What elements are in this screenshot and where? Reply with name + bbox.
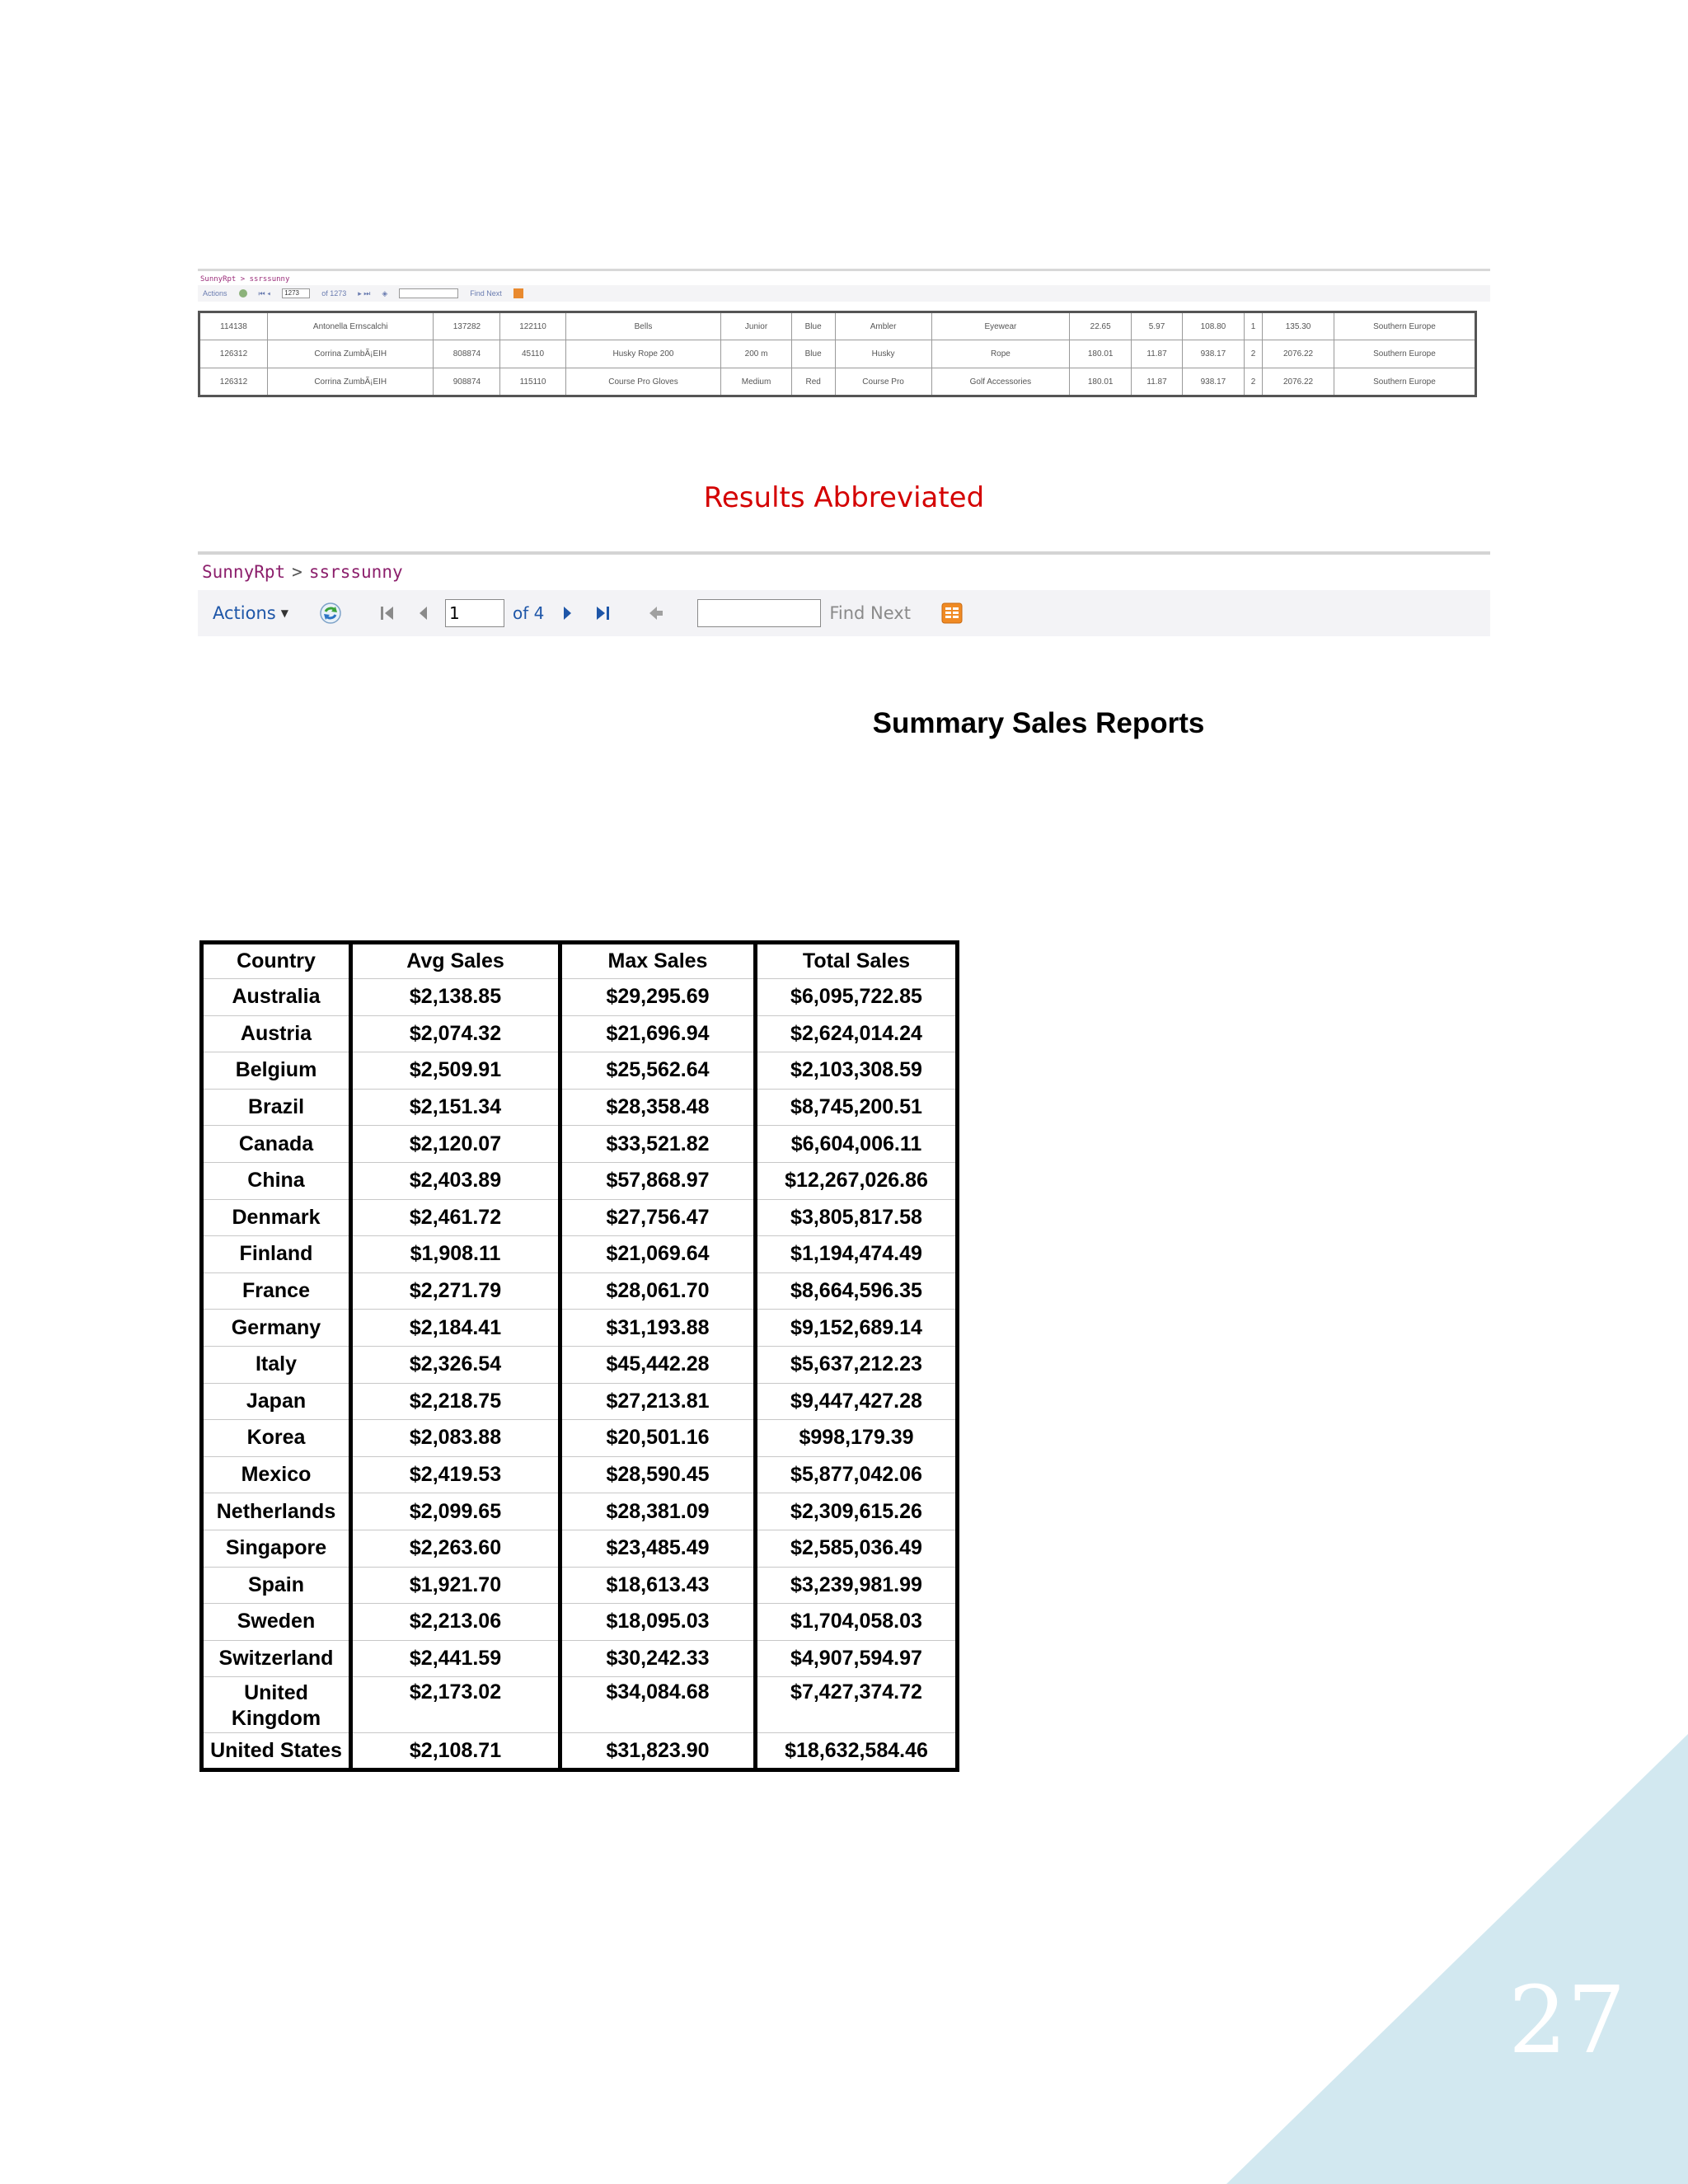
sales-summary-table [199, 940, 959, 1772]
mini-cell: Southern Europe [1334, 340, 1475, 368]
cell-total-sales: $9,447,427.28 [756, 1383, 958, 1420]
table-row [202, 1733, 958, 1770]
cell-avg-sales: $1,908.11 [351, 1236, 560, 1273]
previous-page-icon [415, 604, 432, 622]
mini-cell: Husky Rope 200 [565, 340, 721, 368]
mini-cell: 22.65 [1070, 312, 1132, 340]
cell-country: Germany [202, 1310, 351, 1347]
first-page-icon [378, 604, 396, 622]
cell-country: Switzerland [202, 1640, 351, 1677]
cell-country: Denmark [202, 1199, 351, 1236]
cell-country: Singapore [202, 1530, 351, 1567]
mini-cell: Southern Europe [1334, 312, 1475, 340]
cell-country: Canada [202, 1126, 351, 1163]
table-header-row [202, 943, 958, 979]
refresh-icon [319, 602, 342, 625]
cell-max-sales: $34,084.68 [560, 1677, 756, 1733]
cell-avg-sales: $2,403.89 [351, 1162, 560, 1199]
cell-country: Japan [202, 1383, 351, 1420]
cell-avg-sales: $2,184.41 [351, 1310, 560, 1347]
cell-avg-sales: $2,151.34 [351, 1089, 560, 1126]
mini-table-row [199, 312, 1476, 340]
cell-avg-sales: $2,213.06 [351, 1604, 560, 1641]
breadcrumb-separator: > [292, 562, 302, 582]
cell-total-sales: $1,194,474.49 [756, 1236, 958, 1273]
cell-avg-sales: $2,108.71 [351, 1733, 560, 1770]
mini-cell: 180.01 [1070, 368, 1132, 396]
mini-cell: Red [791, 368, 835, 396]
cell-total-sales: $12,267,026.86 [756, 1162, 958, 1199]
cell-total-sales: $8,745,200.51 [756, 1089, 958, 1126]
table-row [202, 1420, 958, 1457]
table-row [202, 1677, 958, 1733]
table-row [202, 1604, 958, 1641]
cell-max-sales: $25,562.64 [560, 1052, 756, 1090]
table-row [202, 1383, 958, 1420]
cell-total-sales: $2,309,615.26 [756, 1493, 958, 1530]
cell-avg-sales: $2,218.75 [351, 1383, 560, 1420]
cell-country: Italy [202, 1346, 351, 1383]
export-button[interactable] [940, 602, 964, 625]
table-row [202, 1236, 958, 1273]
last-page-icon [593, 604, 613, 622]
chevron-down-icon: ▼ [280, 607, 288, 619]
back-arrow-icon [647, 604, 665, 622]
divider [198, 269, 1490, 271]
mini-cell: 908874 [434, 368, 500, 396]
refresh-button[interactable] [318, 601, 343, 626]
actions-label: Actions [213, 603, 276, 623]
mini-cell: Antonella Ernscalchi [267, 312, 434, 340]
table-row [202, 1199, 958, 1236]
mini-refresh-icon [239, 289, 247, 298]
cell-avg-sales: $2,461.72 [351, 1199, 560, 1236]
mini-cell: Corrina ZumbÃ¡EIH [267, 340, 434, 368]
mini-cell: Course Pro Gloves [565, 368, 721, 396]
page-number-input[interactable] [445, 599, 504, 627]
cell-country: Korea [202, 1420, 351, 1457]
cell-max-sales: $28,590.45 [560, 1456, 756, 1493]
breadcrumb-root[interactable]: SunnyRpt [202, 562, 286, 582]
column-header-max-sales: Max Sales [560, 943, 756, 979]
mini-cell: Blue [791, 340, 835, 368]
cell-country: United Kingdom [202, 1677, 351, 1733]
cell-avg-sales: $2,099.65 [351, 1493, 560, 1530]
next-page-icon [559, 604, 575, 622]
mini-cell: 108.80 [1182, 312, 1244, 340]
mini-breadcrumb: SunnyRpt > ssrssunny [200, 275, 290, 284]
previous-page-button[interactable] [412, 601, 435, 626]
column-header-total-sales: Total Sales [756, 943, 958, 979]
table-row [202, 979, 958, 1016]
export-icon [940, 602, 964, 625]
table-row [202, 1089, 958, 1126]
mini-cell: Course Pro [835, 368, 931, 396]
mini-cell: 126312 [199, 368, 268, 396]
last-page-button[interactable] [592, 601, 615, 626]
mini-table-row [199, 368, 1476, 396]
mini-cell: 137282 [434, 312, 500, 340]
mini-cell: Southern Europe [1334, 368, 1475, 396]
mini-cell: 2 [1244, 368, 1262, 396]
page-count: of 4 [512, 603, 545, 623]
cell-country: Australia [202, 979, 351, 1016]
cell-total-sales: $2,103,308.59 [756, 1052, 958, 1090]
cell-max-sales: $31,823.90 [560, 1733, 756, 1770]
mini-cell: 938.17 [1182, 368, 1244, 396]
cell-avg-sales: $2,083.88 [351, 1420, 560, 1457]
results-abbreviated-note: Results Abbreviated [703, 481, 985, 514]
column-header-avg-sales: Avg Sales [351, 943, 560, 979]
find-text-input[interactable] [697, 599, 821, 627]
cell-max-sales: $21,696.94 [560, 1015, 756, 1052]
cell-country: Spain [202, 1567, 351, 1604]
cell-avg-sales: $2,419.53 [351, 1456, 560, 1493]
table-row [202, 1272, 958, 1310]
cell-max-sales: $27,213.81 [560, 1383, 756, 1420]
mini-cell: 126312 [199, 340, 268, 368]
cell-country: United States [210, 1738, 342, 1762]
mini-find-input [399, 288, 458, 298]
cell-max-sales: $27,756.47 [560, 1199, 756, 1236]
table-row [202, 1346, 958, 1383]
table-row [202, 1567, 958, 1604]
cell-max-sales: $21,069.64 [560, 1236, 756, 1273]
first-page-button[interactable] [376, 601, 399, 626]
cell-country: Austria [202, 1015, 351, 1052]
cell-total-sales: $7,427,374.72 [756, 1677, 958, 1733]
mini-nav-icons: ⏮ ◂ [258, 288, 271, 298]
cell-max-sales: $18,095.03 [560, 1604, 756, 1641]
mini-table-row [199, 340, 1476, 368]
mini-actions: Actions [203, 289, 227, 298]
cell-max-sales: $29,295.69 [560, 979, 756, 1016]
cell-max-sales: $57,868.97 [560, 1162, 756, 1199]
cell-avg-sales: $2,326.54 [351, 1346, 560, 1383]
mini-cell: 200 m [721, 340, 792, 368]
mini-nav-next-icons: ▸ ⏭ [358, 288, 371, 298]
mini-cell: 2076.22 [1263, 368, 1334, 396]
cell-max-sales: $28,061.70 [560, 1272, 756, 1310]
cell-max-sales: $28,358.48 [560, 1089, 756, 1126]
cell-max-sales: $30,242.33 [560, 1640, 756, 1677]
mini-cell: 5.97 [1132, 312, 1183, 340]
mini-cell: 115110 [500, 368, 565, 396]
mini-export-icon [513, 288, 523, 298]
mini-page-input: 1273 [282, 288, 310, 298]
mini-cell: 122110 [500, 312, 565, 340]
breadcrumb-current[interactable]: ssrssunny [308, 562, 403, 582]
cell-avg-sales: $2,263.60 [351, 1530, 560, 1567]
cell-total-sales: $3,805,817.58 [756, 1199, 958, 1236]
cell-total-sales: $18,632,584.46 [756, 1733, 958, 1770]
mini-cell: Corrina ZumbÃ¡EIH [267, 368, 434, 396]
mini-cell: Blue [791, 312, 835, 340]
actions-menu[interactable] [213, 603, 288, 623]
table-row [202, 1052, 958, 1090]
cell-avg-sales: $2,271.79 [351, 1272, 560, 1310]
cell-avg-sales: $2,441.59 [351, 1640, 560, 1677]
table-row [202, 1015, 958, 1052]
cell-max-sales: $18,613.43 [560, 1567, 756, 1604]
cell-avg-sales: $2,138.85 [351, 979, 560, 1016]
abbreviated-results-screenshot [198, 269, 1490, 402]
table-row [202, 1456, 958, 1493]
mini-cell: Husky [835, 340, 931, 368]
report-title-text: Summary Sales Reports [872, 707, 1205, 739]
mini-page-of: of 1273 [321, 289, 347, 298]
cell-total-sales: $1,704,058.03 [756, 1604, 958, 1641]
mini-cell: Golf Accessories [931, 368, 1070, 396]
cell-country: Brazil [202, 1089, 351, 1126]
table-row [202, 1162, 958, 1199]
mini-cell: Medium [721, 368, 792, 396]
mini-cell: 114138 [199, 312, 268, 340]
cell-total-sales: $3,239,981.99 [756, 1567, 958, 1604]
cell-max-sales: $33,521.82 [560, 1126, 756, 1163]
page-number: 27 [1508, 1967, 1626, 2074]
column-header-country: Country [202, 943, 351, 979]
mini-cell: 938.17 [1182, 340, 1244, 368]
mini-cell: Rope [931, 340, 1070, 368]
cell-total-sales: $998,179.39 [756, 1420, 958, 1457]
mini-back-icon: ◈ [382, 288, 388, 298]
report-title [0, 707, 1688, 740]
cell-country: Finland [202, 1236, 351, 1273]
mini-cell: 11.87 [1132, 340, 1183, 368]
cell-total-sales: $6,604,006.11 [756, 1126, 958, 1163]
cell-total-sales: $2,624,014.24 [756, 1015, 958, 1052]
table-row [202, 1640, 958, 1677]
mini-cell: 11.87 [1132, 368, 1183, 396]
cell-total-sales: $2,585,036.49 [756, 1530, 958, 1567]
cell-country: Netherlands [202, 1493, 351, 1530]
cell-total-sales: $4,907,594.97 [756, 1640, 958, 1677]
cell-country: Belgium [202, 1052, 351, 1090]
viewer-divider [198, 551, 1490, 555]
table-row [202, 1126, 958, 1163]
next-page-button[interactable] [556, 601, 579, 626]
cell-total-sales: $8,664,596.35 [756, 1272, 958, 1310]
mini-cell: Bells [565, 312, 721, 340]
cell-avg-sales: $1,921.70 [351, 1567, 560, 1604]
mini-results-table [198, 311, 1477, 397]
mini-cell: Ambler [835, 312, 931, 340]
find-next-link[interactable]: Find Next [829, 603, 911, 623]
cell-max-sales: $28,381.09 [560, 1493, 756, 1530]
mini-cell: 2076.22 [1263, 340, 1334, 368]
report-toolbar [198, 590, 1490, 636]
mini-cell: 1 [1244, 312, 1262, 340]
cell-max-sales: $23,485.49 [560, 1530, 756, 1567]
cell-country: France [202, 1272, 351, 1310]
table-row [202, 1310, 958, 1347]
mini-cell: Eyewear [931, 312, 1070, 340]
cell-total-sales: $9,152,689.14 [756, 1310, 958, 1347]
cell-total-sales: $5,637,212.23 [756, 1346, 958, 1383]
table-row [202, 1530, 958, 1567]
back-to-parent-button[interactable] [645, 601, 668, 626]
cell-max-sales: $20,501.16 [560, 1420, 756, 1457]
mini-cell: 2 [1244, 340, 1262, 368]
cell-country: China [202, 1162, 351, 1199]
cell-avg-sales: $2,173.02 [351, 1677, 560, 1733]
mini-cell: Junior [721, 312, 792, 340]
cell-country: Mexico [202, 1456, 351, 1493]
cell-max-sales: $31,193.88 [560, 1310, 756, 1347]
mini-cell: 45110 [500, 340, 565, 368]
cell-country: Sweden [202, 1604, 351, 1641]
mini-cell: 135.30 [1263, 312, 1334, 340]
cell-avg-sales: $2,120.07 [351, 1126, 560, 1163]
cell-avg-sales: $2,509.91 [351, 1052, 560, 1090]
cell-avg-sales: $2,074.32 [351, 1015, 560, 1052]
table-row [202, 1493, 958, 1530]
mini-cell: 180.01 [1070, 340, 1132, 368]
cell-max-sales: $45,442.28 [560, 1346, 756, 1383]
mini-find-next: Find Next [470, 289, 502, 298]
mini-toolbar [198, 285, 1490, 302]
breadcrumb [202, 562, 403, 582]
mini-cell: 808874 [434, 340, 500, 368]
cell-total-sales: $6,095,722.85 [756, 979, 958, 1016]
cell-total-sales: $5,877,042.06 [756, 1456, 958, 1493]
